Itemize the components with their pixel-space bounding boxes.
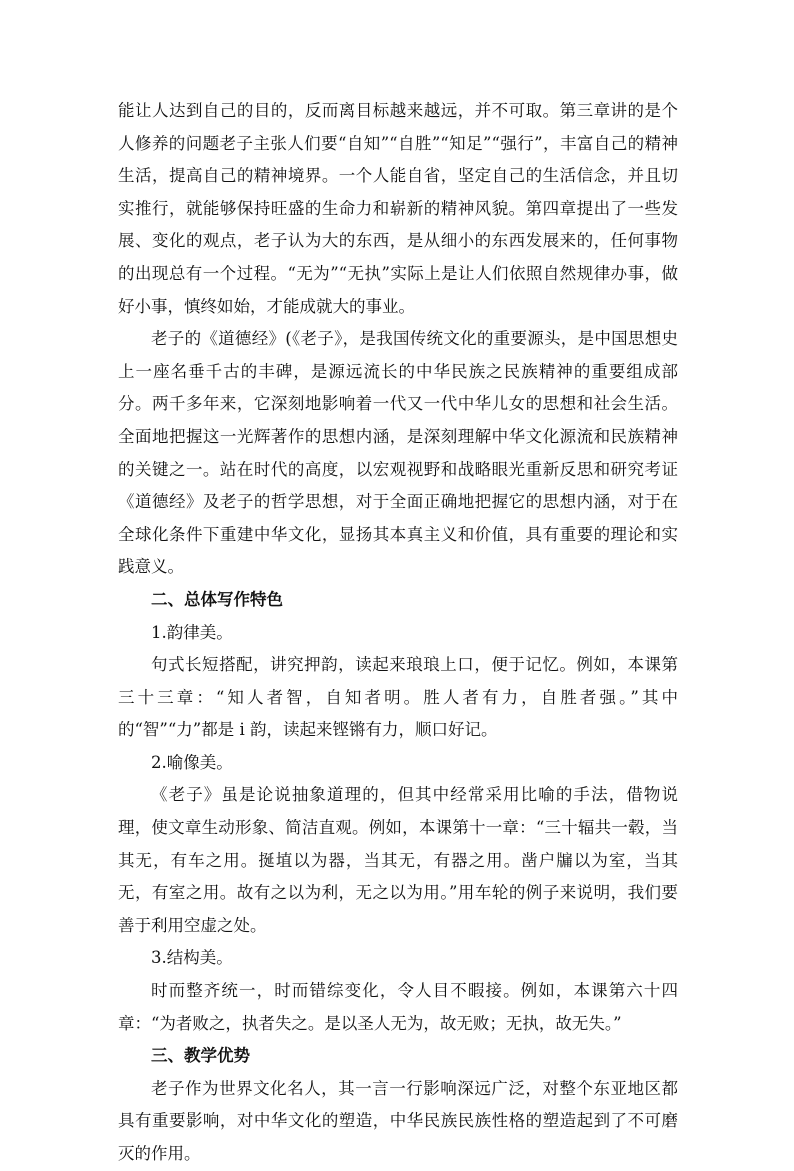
subheading-rhythm: 1.韵律美。	[151, 622, 233, 642]
paragraph-laozi-chapters-summary: 能让人达到自己的目的，反而离目标越来越远，并不可取。第三章讲的是个人修养的问题老子主张人们要“自知”“自胜”“知足”“强行”，丰富自己的精神生活，提高自己的精神境界。一个人能自省，坚定自己的生活信念，并且切实推行，就能够保持旺盛的生命力和崭新的精神风貌。第四章提出了一些发展、变化的观点，老子认为大的东西，是从细小的东西发展来的，任何事物的出现总有一个过程。“无为”“无执”实际上是让人们依照自然规律办事，做好小事，慎终如始，才能成就大的事业。	[118, 101, 678, 316]
paragraph-teaching-advantages: 老子作为世界文化名人，其一言一行影响深远广泛，对整个东亚地区都具有重要影响，对中华文化的塑造，中华民族民族性格的塑造起到了不可磨灭的作用。	[118, 1078, 678, 1163]
subheading-metaphor: 2.喻像美。	[151, 752, 233, 772]
section-heading-writing-features: 二、总体写作特色	[151, 589, 283, 609]
paragraph-structure: 时而整齐统一，时而错综变化，令人目不暇接。例如，本课第六十四章：“为者败之，执者失之。是以圣人无为，故无败；无执，故无失。”	[118, 981, 678, 1033]
section-heading-teaching-advantages: 三、教学优势	[151, 1046, 250, 1066]
paragraph-rhythm: 句式长短搭配，讲究押韵，读起来琅琅上口，便于记忆。例如，本课第三十三章：“知人者智，自知者明。胜人者有力，自胜者强。”其中的“智”“力”都是 i 韵，读起来铿锵有力，顺口好记。	[118, 655, 678, 740]
document-body	[118, 95, 678, 1171]
subheading-structure: 3.结构美。	[151, 948, 233, 968]
paragraph-daodejing-significance: 老子的《道德经》(《老子》，是我国传统文化的重要源头，是中国思想史上一座名垂千古的丰碑，是源远流长的中华民族之民族精神的重要组成部分。两千多年来，它深刻地影响着一代又一代中华儿女的思想和社会生活。全面地把握这一光辉著作的思想内涵，是深刻理解中华文化源流和民族精神的关键之一。站在时代的高度，以宏观视野和战略眼光重新反思和研究考证《道德经》及老子的哲学思想，对于全面正确地把握它的思想内涵，对于在全球化条件下重建中华文化，显扬其本真主义和价值，具有重要的理论和实践意义。	[118, 329, 678, 577]
paragraph-metaphor: 《老子》虽是论说抽象道理的，但其中经常采用比喻的手法，借物说理，使文章生动形象、简洁直观。例如，本课第十一章：“三十辐共一毂，当其无，有车之用。挻埴以为器，当其无，有器之用。凿户牖以为室，当其无，有室之用。故有之以为利，无之以为用。”用车轮的例子来说明，我们要善于利用空虚之处。	[118, 785, 678, 935]
